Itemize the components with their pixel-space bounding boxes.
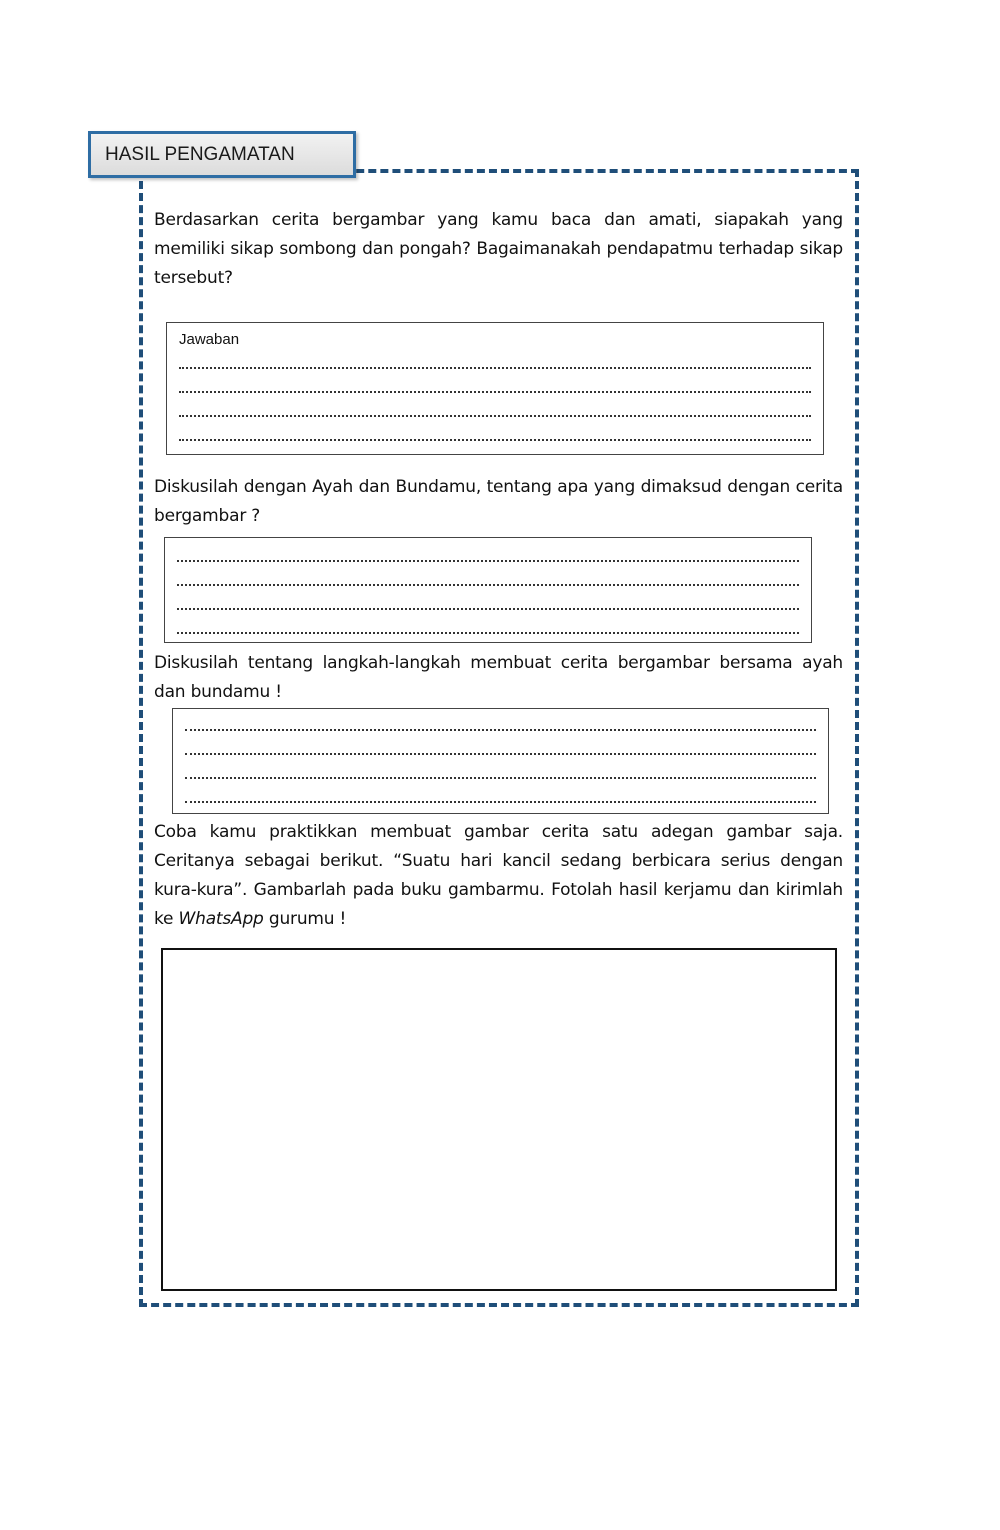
section-title (88, 131, 356, 178)
answer-box-1[interactable] (166, 322, 824, 455)
drawing-area[interactable] (161, 948, 837, 1291)
answer-box-2[interactable] (164, 537, 812, 643)
answer-line[interactable] (179, 439, 811, 441)
answer-line[interactable] (185, 753, 816, 755)
question-2: Diskusilah dengan Ayah dan Bundamu, tentang apa yang dimaksud dengan cerita bergambar ? (154, 477, 843, 526)
question-4 (154, 818, 843, 934)
answer-line[interactable] (177, 560, 799, 562)
answer-line[interactable] (185, 777, 816, 779)
answer-line[interactable] (177, 608, 799, 610)
question-4-whatsapp: WhatsApp (178, 909, 264, 929)
answer-line[interactable] (177, 584, 799, 586)
answer-line[interactable] (179, 367, 811, 369)
answer-line[interactable] (179, 391, 811, 393)
question-4-text-a: Coba kamu praktikkan membuat gambar cerita satu adegan gambar saja. Ceritanya sebagai berikut. “Suatu hari kancil sedang berbicara serius dengan kura-kura”. Gambarlah pada buku gambarmu. Fotolah hasil kerjamu dan kirimlah ke (154, 822, 843, 929)
question-1: Berdasarkan cerita bergambar yang kamu baca dan amati, siapakah yang memiliki sikap sombong dan pongah? Bagaimanakah pendapatmu terhadap sikap tersebut? (154, 210, 843, 288)
question-3: Diskusilah tentang langkah-langkah membuat cerita bergambar bersama ayah dan bundamu ! (154, 653, 843, 702)
answer-line[interactable] (179, 415, 811, 417)
answer-line[interactable] (185, 729, 816, 731)
section-title-text: HASIL PENGAMATAN (105, 143, 295, 165)
answer-box-3[interactable] (172, 708, 829, 814)
answer-label: Jawaban (179, 331, 240, 348)
answer-line[interactable] (185, 801, 816, 803)
question-4-text-b: gurumu ! (263, 909, 347, 929)
answer-line[interactable] (177, 632, 799, 634)
